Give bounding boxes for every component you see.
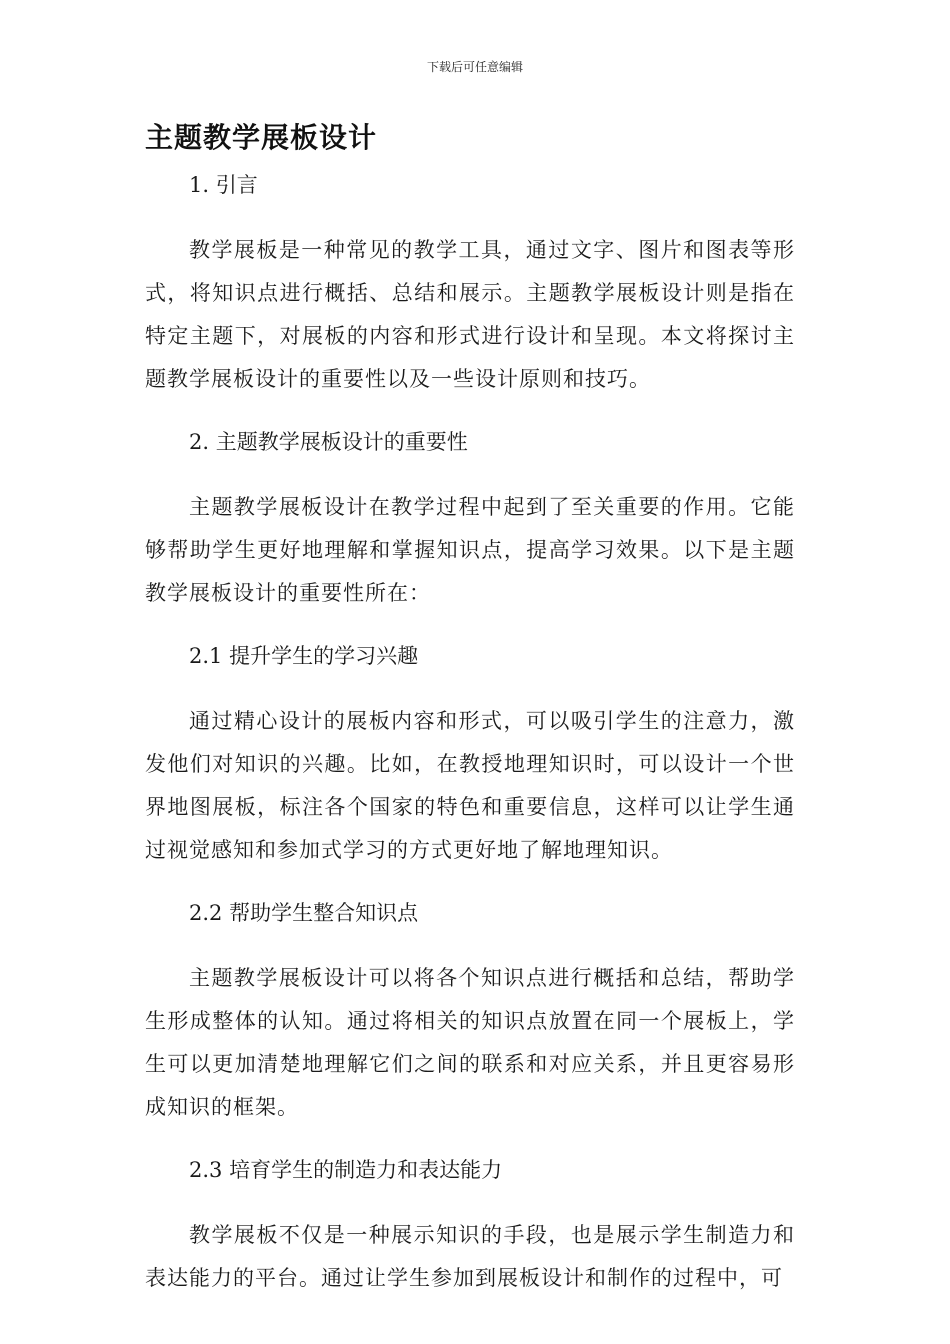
section-heading: 1. 引言 — [189, 173, 258, 197]
section-paragraph: 主题教学展板设计在教学过程中起到了至关重要的作用。它能够帮助学生更好地理解和掌握知识点，提高学习效果。以下是主题教学展板设计的重要性所在： — [145, 495, 795, 605]
header-note: 下载后可任意编辑 — [426, 60, 523, 74]
section-paragraph: 通过精心设计的展板内容和形式，可以吸引学生的注意力，激发他们对知识的兴趣。比如，在教授地理知识时，可以设计一个世界地图展板，标注各个国家的特色和重要信息，这样可以让学生通过视觉感知和参加式学习的方式更好地了解地理知识。 — [145, 709, 795, 862]
section-heading: 2.1 提升学生的学习兴趣 — [189, 644, 419, 668]
section-heading: 2. 主题教学展板设计的重要性 — [189, 430, 468, 454]
section-paragraph: 教学展板不仅是一种展示知识的手段，也是展示学生制造力和表达能力的平台。通过让学生参加到展板设计和制作的过程中，可 — [145, 1223, 795, 1290]
section-heading: 2.2 帮助学生整合知识点 — [189, 901, 419, 925]
document-title: 主题教学展板设计 — [145, 121, 378, 154]
section-paragraph: 主题教学展板设计可以将各个知识点进行概括和总结，帮助学生形成整体的认知。通过将相关的知识点放置在同一个展板上，学生可以更加清楚地理解它们之间的联系和对应关系，并且更容易形成知识的框架。 — [145, 966, 795, 1119]
document-body — [145, 165, 795, 1300]
section-heading: 2.3 培育学生的制造力和表达能力 — [189, 1158, 503, 1182]
section-paragraph: 教学展板是一种常见的教学工具，通过文字、图片和图表等形式，将知识点进行概括、总结和展示。主题教学展板设计则是指在特定主题下，对展板的内容和形式进行设计和呈现。本文将探讨主题教学展板设计的重要性以及一些设计原则和技巧。 — [145, 238, 795, 391]
